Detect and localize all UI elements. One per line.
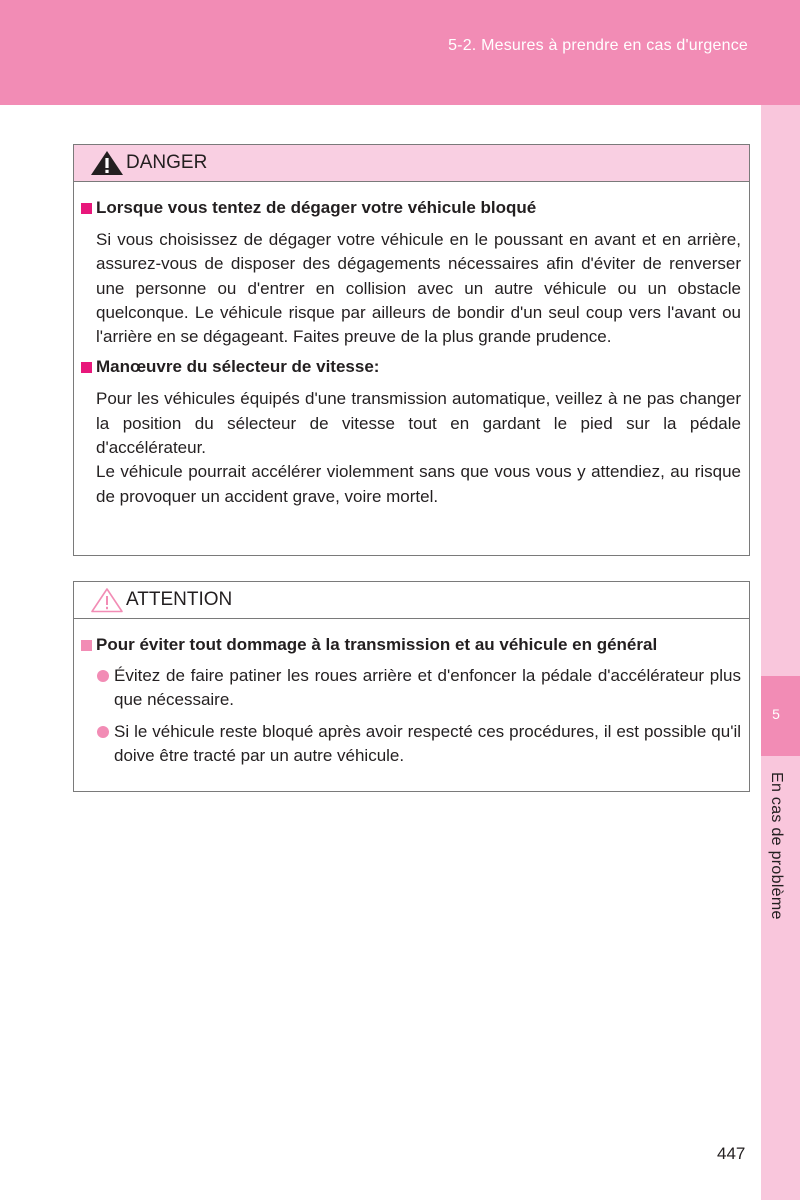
attention-heading: ATTENTION: [126, 589, 233, 610]
square-bullet-icon: [81, 203, 92, 214]
attention-warning-icon: [90, 587, 124, 613]
chapter-number: 5: [772, 706, 780, 722]
attention-bullet-1: Évitez de faire patiner les roues arrière et d'enfoncer la pédale d'accélérateur plus que nécessaire.: [97, 664, 741, 713]
attention-header: [74, 582, 749, 619]
danger-section-2-title: Manœuvre du sélecteur de vitesse:: [81, 355, 741, 379]
square-bullet-icon: [81, 640, 92, 651]
side-strip: [761, 105, 800, 1200]
danger-section-1-text: Si vous choisissez de dégager votre véhicule en le poussant en avant et en arrière, assurez-vous de disposer des dégagements nécessaires afin d'éviter de renverser une personne ou d'entrer en collision avec un autre véhicule ou un obstacle quelconque. Le véhicule risque par ailleurs de bondir d'un seul coup vers l'avant ou l'arrière en se dégageant. Faites preuve de la plus grande prudence.: [96, 230, 741, 347]
attention-section-title: Pour éviter tout dommage à la transmission et au véhicule en général: [81, 633, 741, 657]
page-number: 447: [717, 1144, 746, 1163]
circle-bullet-icon: [97, 670, 109, 682]
attention-box: [73, 581, 750, 792]
square-bullet-icon: [81, 362, 92, 373]
danger-warning-icon: [90, 150, 124, 176]
danger-box: [73, 144, 750, 556]
attention-bullet-2: Si le véhicule reste bloqué après avoir respecté ces procédures, il est possible qu'il doive être tracté par un autre véhicule.: [97, 720, 741, 769]
circle-bullet-icon: [97, 726, 109, 738]
chapter-tab: [761, 676, 800, 756]
danger-section-1-title: Lorsque vous tentez de dégager votre véhicule bloqué: [81, 196, 741, 220]
chapter-label: En cas de problème: [768, 772, 785, 920]
page-header: [0, 0, 800, 105]
section-title: 5-2. Mesures à prendre en cas d'urgence: [448, 37, 748, 54]
danger-section-2-text-2: Le véhicule pourrait accélérer violemment sans que vous vous y attendiez, au risque de provoquer un accident grave, voire mortel.: [96, 462, 741, 506]
danger-section-2-text-1: Pour les véhicules équipés d'une transmission automatique, veillez à ne pas changer la position du sélecteur de vitesse tout en gardant le pied sur la pédale d'accélérateur.: [96, 389, 741, 458]
danger-heading: DANGER: [126, 152, 208, 173]
attention-body: [74, 619, 749, 768]
danger-header: [74, 145, 749, 182]
danger-body: [74, 182, 749, 509]
